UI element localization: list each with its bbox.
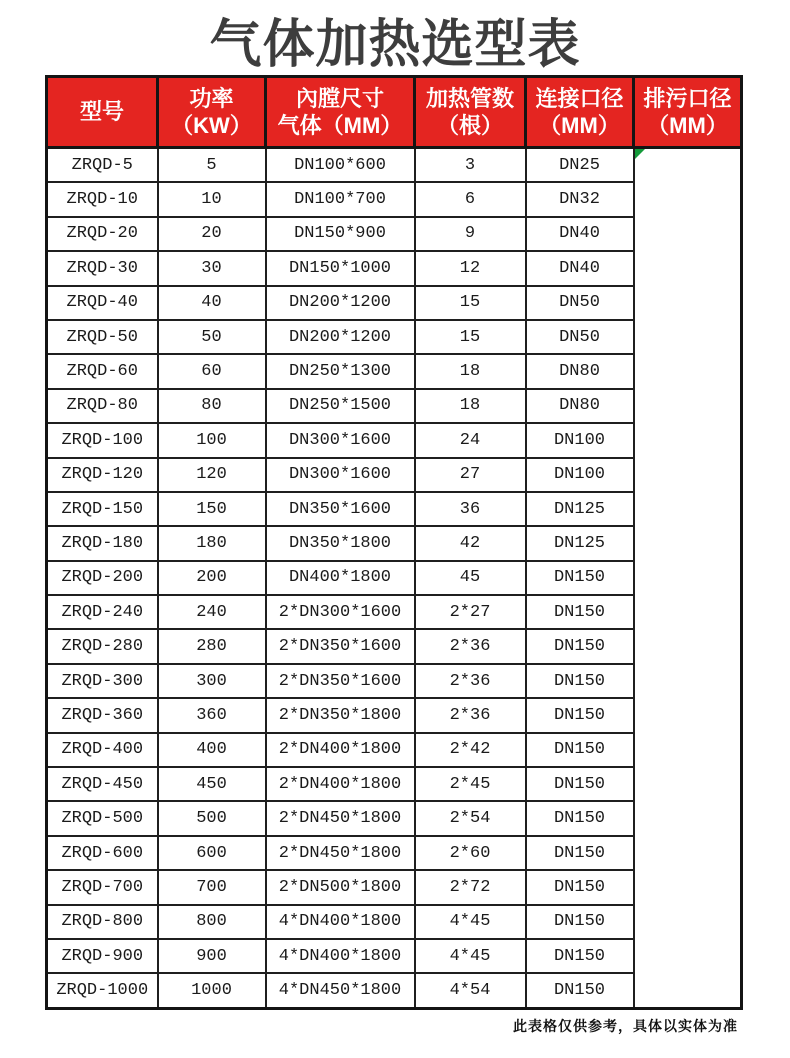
column-header-line1: 功率	[189, 85, 234, 111]
cell-model: ZRQD-30	[47, 251, 158, 285]
cell-connection: DN150	[526, 801, 634, 835]
cell-tubes: 3	[415, 148, 526, 183]
cell-size: 4*DN450*1800	[266, 973, 415, 1008]
cell-power: 80	[158, 389, 266, 423]
cell-connection: DN125	[526, 526, 634, 560]
cell-power: 5	[158, 148, 266, 183]
cell-connection: DN150	[526, 629, 634, 663]
cell-connection: DN150	[526, 698, 634, 732]
cell-size: 2*DN400*1800	[266, 767, 415, 801]
column-header-line2: （KW）	[171, 113, 252, 138]
cell-size: 4*DN400*1800	[266, 939, 415, 973]
cell-model: ZRQD-360	[47, 698, 158, 732]
cell-connection: DN125	[526, 492, 634, 526]
cell-size: 2*DN350*1600	[266, 664, 415, 698]
column-header-line2: （MM）	[647, 113, 728, 138]
cell-connection: DN150	[526, 664, 634, 698]
column-header-tubes	[415, 77, 526, 148]
cell-model: ZRQD-40	[47, 286, 158, 320]
cell-model: ZRQD-400	[47, 733, 158, 767]
column-header-line1: 型号	[79, 99, 124, 125]
cell-size: 2*DN350*1600	[266, 629, 415, 663]
cell-connection: DN50	[526, 320, 634, 354]
cell-power: 240	[158, 595, 266, 629]
cell-connection: DN150	[526, 733, 634, 767]
column-header-line1: 排污口径	[643, 85, 732, 111]
cell-tubes: 2*42	[415, 733, 526, 767]
cell-size: 4*DN400*1800	[266, 905, 415, 939]
cell-tubes: 2*72	[415, 870, 526, 904]
cell-connection: DN150	[526, 905, 634, 939]
column-header-drain	[634, 77, 742, 148]
cell-tubes: 2*36	[415, 629, 526, 663]
cell-size: 2*DN450*1800	[266, 801, 415, 835]
cell-tubes: 2*36	[415, 698, 526, 732]
cell-power: 280	[158, 629, 266, 663]
footer-note: 此表格仅供参考，具体以实体为准	[513, 1018, 738, 1034]
cell-connection: DN80	[526, 389, 634, 423]
cell-power: 450	[158, 767, 266, 801]
cell-connection: DN150	[526, 561, 634, 595]
cell-power: 300	[158, 664, 266, 698]
spec-table	[45, 75, 743, 1010]
cell-model: ZRQD-150	[47, 492, 158, 526]
table-header	[47, 77, 742, 148]
cell-power: 120	[158, 458, 266, 492]
cell-connection: DN32	[526, 182, 634, 216]
cell-model: ZRQD-80	[47, 389, 158, 423]
cell-power: 700	[158, 870, 266, 904]
cell-size: DN250*1500	[266, 389, 415, 423]
cell-tubes: 42	[415, 526, 526, 560]
column-header-line1: 內膛尺寸	[295, 85, 384, 111]
cell-model: ZRQD-20	[47, 217, 158, 251]
cell-power: 200	[158, 561, 266, 595]
cell-model: ZRQD-180	[47, 526, 158, 560]
cell-tubes: 24	[415, 423, 526, 457]
cell-power: 400	[158, 733, 266, 767]
cell-connection: DN150	[526, 939, 634, 973]
cell-tubes: 12	[415, 251, 526, 285]
table-body	[47, 148, 742, 1009]
column-header-line1: 加热管数	[425, 85, 514, 111]
cell-size: DN100*600	[266, 148, 415, 183]
cell-tubes: 45	[415, 561, 526, 595]
column-header-line2: （根）	[436, 113, 503, 138]
cell-model: ZRQD-60	[47, 354, 158, 388]
cell-tubes: 9	[415, 217, 526, 251]
cell-size: DN400*1800	[266, 561, 415, 595]
cell-connection: DN150	[526, 836, 634, 870]
cell-size: DN300*1600	[266, 458, 415, 492]
cell-power: 360	[158, 698, 266, 732]
cell-power: 50	[158, 320, 266, 354]
cell-model: ZRQD-120	[47, 458, 158, 492]
cell-tubes: 6	[415, 182, 526, 216]
cell-model: ZRQD-50	[47, 320, 158, 354]
cell-tubes: 4*45	[415, 939, 526, 973]
cell-size: DN350*1800	[266, 526, 415, 560]
column-header-line2: 气体（MM）	[277, 113, 403, 138]
green-corner-marker-icon	[635, 149, 645, 159]
cell-size: 2*DN400*1800	[266, 733, 415, 767]
cell-tubes: 2*27	[415, 595, 526, 629]
cell-size: DN200*1200	[266, 320, 415, 354]
cell-tubes: 15	[415, 320, 526, 354]
cell-power: 180	[158, 526, 266, 560]
cell-tubes: 2*36	[415, 664, 526, 698]
cell-size: 2*DN350*1800	[266, 698, 415, 732]
cell-model: ZRQD-100	[47, 423, 158, 457]
cell-size: DN150*1000	[266, 251, 415, 285]
cell-size: 2*DN450*1800	[266, 836, 415, 870]
cell-connection: DN150	[526, 767, 634, 801]
cell-power: 600	[158, 836, 266, 870]
cell-power: 900	[158, 939, 266, 973]
cell-power: 40	[158, 286, 266, 320]
cell-tubes: 27	[415, 458, 526, 492]
cell-model: ZRQD-240	[47, 595, 158, 629]
cell-model: ZRQD-5	[47, 148, 158, 183]
cell-connection: DN40	[526, 251, 634, 285]
cell-model: ZRQD-1000	[47, 973, 158, 1008]
cell-connection: DN150	[526, 973, 634, 1008]
cell-power: 500	[158, 801, 266, 835]
cell-power: 20	[158, 217, 266, 251]
cell-connection: DN40	[526, 217, 634, 251]
cell-model: ZRQD-300	[47, 664, 158, 698]
column-header-line2: （MM）	[539, 113, 620, 138]
cell-tubes: 18	[415, 389, 526, 423]
cell-tubes: 4*45	[415, 905, 526, 939]
cell-tubes: 2*60	[415, 836, 526, 870]
cell-tubes: 15	[415, 286, 526, 320]
cell-model: ZRQD-900	[47, 939, 158, 973]
cell-power: 10	[158, 182, 266, 216]
cell-connection: DN150	[526, 595, 634, 629]
cell-size: 2*DN300*1600	[266, 595, 415, 629]
column-header-size	[266, 77, 415, 148]
drain-diameter-merged-cell	[634, 148, 742, 1009]
table-row	[47, 148, 742, 183]
header-row	[47, 77, 742, 148]
cell-connection: DN100	[526, 458, 634, 492]
cell-tubes: 2*45	[415, 767, 526, 801]
cell-size: DN350*1600	[266, 492, 415, 526]
cell-power: 800	[158, 905, 266, 939]
cell-connection: DN100	[526, 423, 634, 457]
cell-model: ZRQD-450	[47, 767, 158, 801]
cell-connection: DN25	[526, 148, 634, 183]
cell-power: 30	[158, 251, 266, 285]
page-title: 气体加热选型表	[209, 16, 581, 74]
cell-connection: DN80	[526, 354, 634, 388]
cell-size: 2*DN500*1800	[266, 870, 415, 904]
cell-model: ZRQD-280	[47, 629, 158, 663]
cell-power: 1000	[158, 973, 266, 1008]
column-header-model	[47, 77, 158, 148]
cell-model: ZRQD-800	[47, 905, 158, 939]
cell-power: 150	[158, 492, 266, 526]
cell-size: DN100*700	[266, 182, 415, 216]
cell-model: ZRQD-700	[47, 870, 158, 904]
cell-connection: DN150	[526, 870, 634, 904]
cell-tubes: 36	[415, 492, 526, 526]
column-header-power	[158, 77, 266, 148]
column-header-line1: 连接口径	[535, 85, 624, 111]
cell-model: ZRQD-200	[47, 561, 158, 595]
cell-model: ZRQD-10	[47, 182, 158, 216]
cell-tubes: 4*54	[415, 973, 526, 1008]
cell-connection: DN50	[526, 286, 634, 320]
cell-tubes: 18	[415, 354, 526, 388]
cell-tubes: 2*54	[415, 801, 526, 835]
cell-model: ZRQD-500	[47, 801, 158, 835]
cell-size: DN250*1300	[266, 354, 415, 388]
column-header-connection	[526, 77, 634, 148]
cell-size: DN200*1200	[266, 286, 415, 320]
cell-size: DN150*900	[266, 217, 415, 251]
cell-size: DN300*1600	[266, 423, 415, 457]
cell-power: 100	[158, 423, 266, 457]
cell-model: ZRQD-600	[47, 836, 158, 870]
cell-power: 60	[158, 354, 266, 388]
